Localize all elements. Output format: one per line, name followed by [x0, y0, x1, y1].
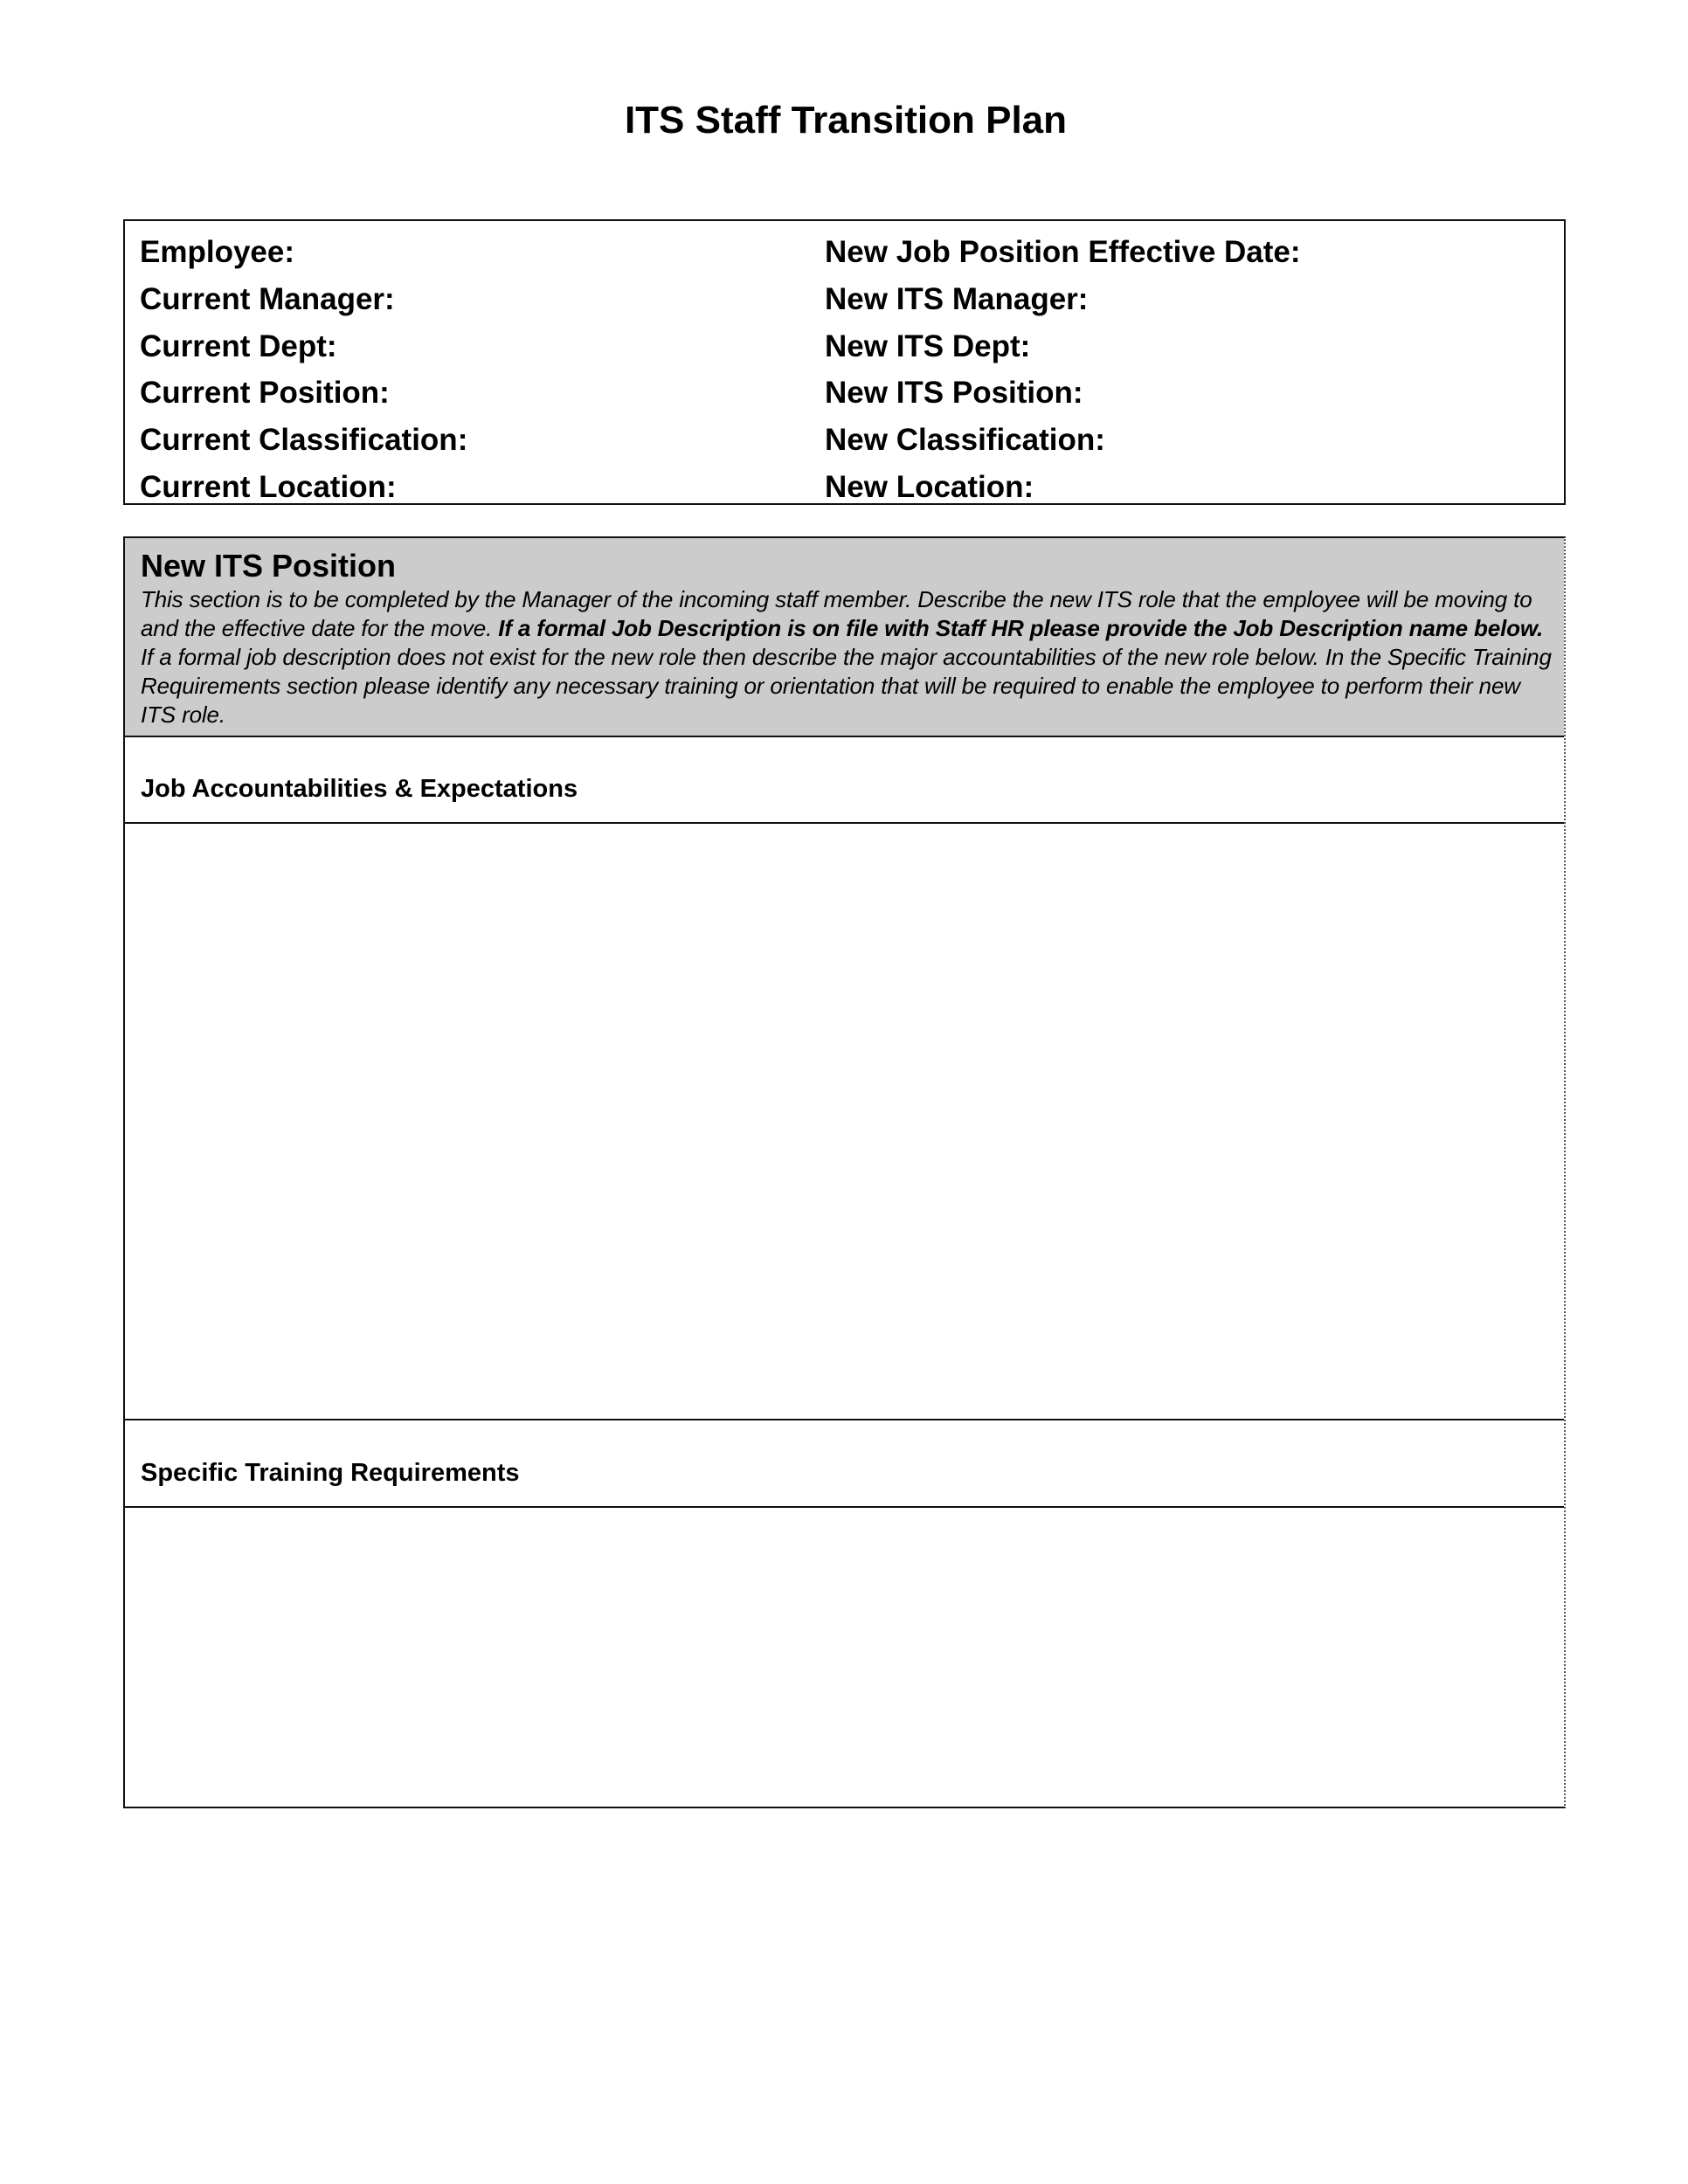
- current-location-field-label: Current Location:: [140, 469, 397, 504]
- new-position-section: [123, 536, 1566, 1808]
- current-position-field-label: Current Position:: [140, 376, 390, 411]
- training-requirements-label: Specific Training Requirements: [141, 1458, 520, 1487]
- effective-date-field-label: New Job Position Effective Date:: [825, 235, 1301, 269]
- new-info-column: [825, 229, 1301, 511]
- new-classification-field-label: New Classification:: [825, 423, 1105, 458]
- employee-field-label: Employee:: [140, 235, 294, 269]
- section-instructions: [141, 585, 1560, 729]
- page-title: ITS Staff Transition Plan: [624, 99, 1068, 142]
- new-dept-field-label: New ITS Dept:: [825, 328, 1031, 363]
- training-requirements-input-area[interactable]: [125, 1508, 1564, 1805]
- instructions-text-1: This section is to be completed by the Manager of the incoming staff member. Describe the new ITS role that the employee will be moving to and the effective date for the move.: [141, 586, 1532, 641]
- new-position-field-label: New ITS Position:: [825, 376, 1083, 411]
- training-requirements-header-row: [125, 1421, 1564, 1508]
- job-accountabilities-header-row: [125, 738, 1564, 824]
- section-title: New ITS Position: [141, 548, 397, 584]
- job-accountabilities-input-area[interactable]: [125, 824, 1564, 1420]
- current-info-column: [140, 229, 467, 511]
- section-header: [125, 538, 1564, 737]
- current-classification-field-label: Current Classification:: [140, 423, 468, 458]
- current-dept-field-label: Current Dept:: [140, 328, 337, 363]
- instructions-bold-text: If a formal Job Description is on file with Staff HR please provide the Job Description name below.: [498, 615, 1544, 641]
- current-manager-field-label: Current Manager:: [140, 281, 395, 316]
- instructions-text-2: If a formal job description does not exist for the new role then describe the major accountabilities of the new role below. In the Specific Training Requirements section please identify any necessary training or orientation that will be required to enable the employee to perform their new ITS role.: [141, 644, 1552, 728]
- job-accountabilities-label: Job Accountabilities & Expectations: [141, 774, 578, 803]
- new-manager-field-label: New ITS Manager:: [825, 281, 1089, 316]
- new-location-field-label: New Location:: [825, 469, 1034, 504]
- employee-info-table: [123, 219, 1566, 505]
